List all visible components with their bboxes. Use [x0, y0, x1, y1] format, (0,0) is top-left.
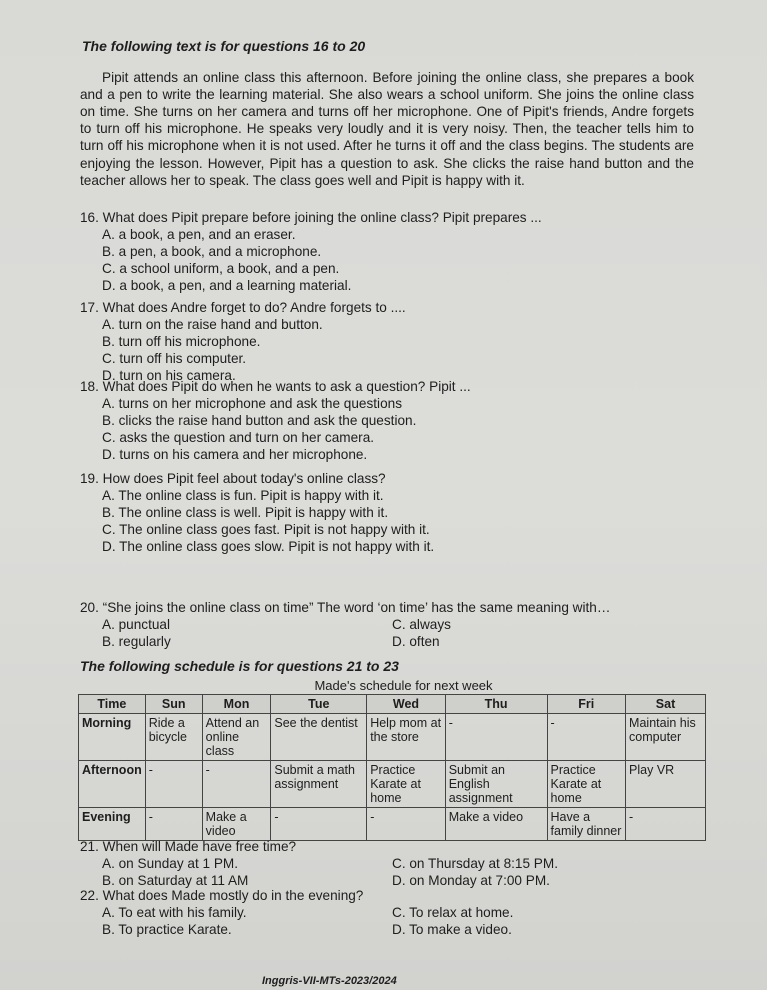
table-row	[79, 714, 706, 761]
answer-option: C. on Thursday at 8:15 PM.	[392, 856, 558, 871]
column-header: Thu	[445, 695, 547, 714]
row-header: Afternoon	[79, 761, 146, 808]
table-cell: Ride a bicycle	[145, 714, 202, 761]
answer-option: C. always	[392, 617, 451, 632]
answer-option: A. The online class is fun. Pipit is happy with it.	[102, 488, 384, 503]
column-header: Sun	[145, 695, 202, 714]
table-cell: Maintain his computer	[626, 714, 706, 761]
column-header: Mon	[202, 695, 271, 714]
answer-option: A. turns on her microphone and ask the questions	[102, 396, 402, 411]
answer-option: B. The online class is well. Pipit is happy with it.	[102, 505, 389, 520]
answer-option: B. on Saturday at 11 AM	[102, 873, 249, 888]
table-cell: -	[626, 808, 706, 841]
table-cell: -	[202, 761, 271, 808]
question	[80, 887, 720, 938]
table-header-row	[79, 695, 706, 714]
answer-options	[80, 316, 720, 384]
question	[80, 299, 720, 384]
row-header: Evening	[79, 808, 146, 841]
footer-code: Inggris-VII-MTs-2023/2024	[262, 975, 397, 987]
answer-option: D. on Monday at 7:00 PM.	[392, 873, 550, 888]
question-stem: 16. What does Pipit prepare before joining the online class? Pipit prepares ...	[80, 210, 542, 225]
answer-option: D. often	[392, 634, 440, 649]
answer-options	[80, 487, 720, 555]
question	[80, 470, 720, 555]
table-row	[79, 808, 706, 841]
table-cell: Submit a math assignment	[271, 761, 367, 808]
answer-option: A. a book, a pen, and an eraser.	[102, 227, 296, 242]
table-cell: Attend an online class	[202, 714, 271, 761]
table-cell: See the dentist	[271, 714, 367, 761]
answer-options	[80, 904, 720, 938]
question-stem: 18. What does Pipit do when he wants to ask a question? Pipit ...	[80, 379, 471, 394]
question-stem: 21. When will Made have free time?	[80, 839, 297, 854]
table-cell: -	[445, 714, 547, 761]
schedule-caption: Made's schedule for next week	[314, 678, 493, 693]
reading-passage: Pipit attends an online class this afternoon. Before joining the online class, she prepares a book and a pen to write the learning material. She also wears a school uniform. She joins the online class on time. She turns on her camera and turns off her microphone. One of Pipit's friends, Andre forgets to turn off his microphone. He speaks very loudly and it is very noisy. Then, the teacher tells him to turn off his microphone when it is not used. After he turns it off and the class begins. The students are enjoying the lesson. However, Pipit has a question to ask. She clicks the raise hand button and the teacher allows her to speak. The class goes well and Pipit is happy with it.	[80, 69, 694, 188]
question	[80, 378, 720, 463]
question-stem: 19. How does Pipit feel about today's online class?	[80, 471, 386, 486]
table-cell: Practice Karate at home	[367, 761, 446, 808]
question-stem: 22. What does Made mostly do in the evening?	[80, 888, 364, 903]
answer-options	[80, 226, 720, 294]
row-header: Morning	[79, 714, 146, 761]
answer-option: B. To practice Karate.	[102, 922, 232, 937]
table-cell: Have a family dinner	[547, 808, 626, 841]
table-cell: Make a video	[445, 808, 547, 841]
answer-option: B. a pen, a book, and a microphone.	[102, 244, 322, 259]
column-header: Sat	[626, 695, 706, 714]
answer-option: C. To relax at home.	[392, 905, 514, 920]
answer-option: B. turn off his microphone.	[102, 334, 261, 349]
answer-option: D. turns on his camera and her microphone.	[102, 447, 368, 462]
table-cell: -	[145, 761, 202, 808]
question	[80, 599, 720, 650]
answer-option: A. turn on the raise hand and button.	[102, 317, 323, 332]
answer-option: B. regularly	[102, 634, 171, 649]
answer-option: A. To eat with his family.	[102, 905, 247, 920]
column-header: Wed	[367, 695, 446, 714]
answer-option: C. asks the question and turn on her camera.	[102, 430, 375, 445]
section-title-16-20: The following text is for questions 16 to 20	[82, 38, 366, 54]
table-row	[79, 761, 706, 808]
answer-option: C. The online class goes fast. Pipit is not happy with it.	[102, 522, 430, 537]
answer-option: C. turn off his computer.	[102, 351, 247, 366]
question-stem: 20. “She joins the online class on time” The word ‘on time’ has the same meaning with…	[80, 600, 611, 615]
answer-option: D. To make a video.	[392, 922, 512, 937]
table-cell: -	[145, 808, 202, 841]
section-title-21-23: The following schedule is for questions 21 to 23	[80, 658, 399, 674]
table-cell: Play VR	[626, 761, 706, 808]
answer-option: C. a school uniform, a book, and a pen.	[102, 261, 340, 276]
answer-option: A. on Sunday at 1 PM.	[102, 856, 239, 871]
table-cell: Submit an English assignment	[445, 761, 547, 808]
table-cell: Make a video	[202, 808, 271, 841]
table-cell: -	[271, 808, 367, 841]
answer-options	[80, 616, 720, 650]
answer-options	[80, 855, 720, 889]
question-stem: 17. What does Andre forget to do? Andre forgets to ....	[80, 300, 406, 315]
table-cell: Help mom at the store	[367, 714, 446, 761]
column-header: Fri	[547, 695, 626, 714]
table-cell: Practice Karate at home	[547, 761, 626, 808]
answer-option: A. punctual	[102, 617, 171, 632]
answer-options	[80, 395, 720, 463]
answer-option: D. turn on his camera.	[102, 368, 236, 383]
schedule-table	[78, 694, 706, 841]
column-header: Tue	[271, 695, 367, 714]
answer-option: B. clicks the raise hand button and ask the question.	[102, 413, 417, 428]
answer-option: D. a book, a pen, and a learning material.	[102, 278, 352, 293]
column-header: Time	[79, 695, 146, 714]
table-cell: -	[367, 808, 446, 841]
question	[80, 209, 720, 294]
table-cell: -	[547, 714, 626, 761]
answer-option: D. The online class goes slow. Pipit is not happy with it.	[102, 539, 435, 554]
question	[80, 838, 720, 889]
